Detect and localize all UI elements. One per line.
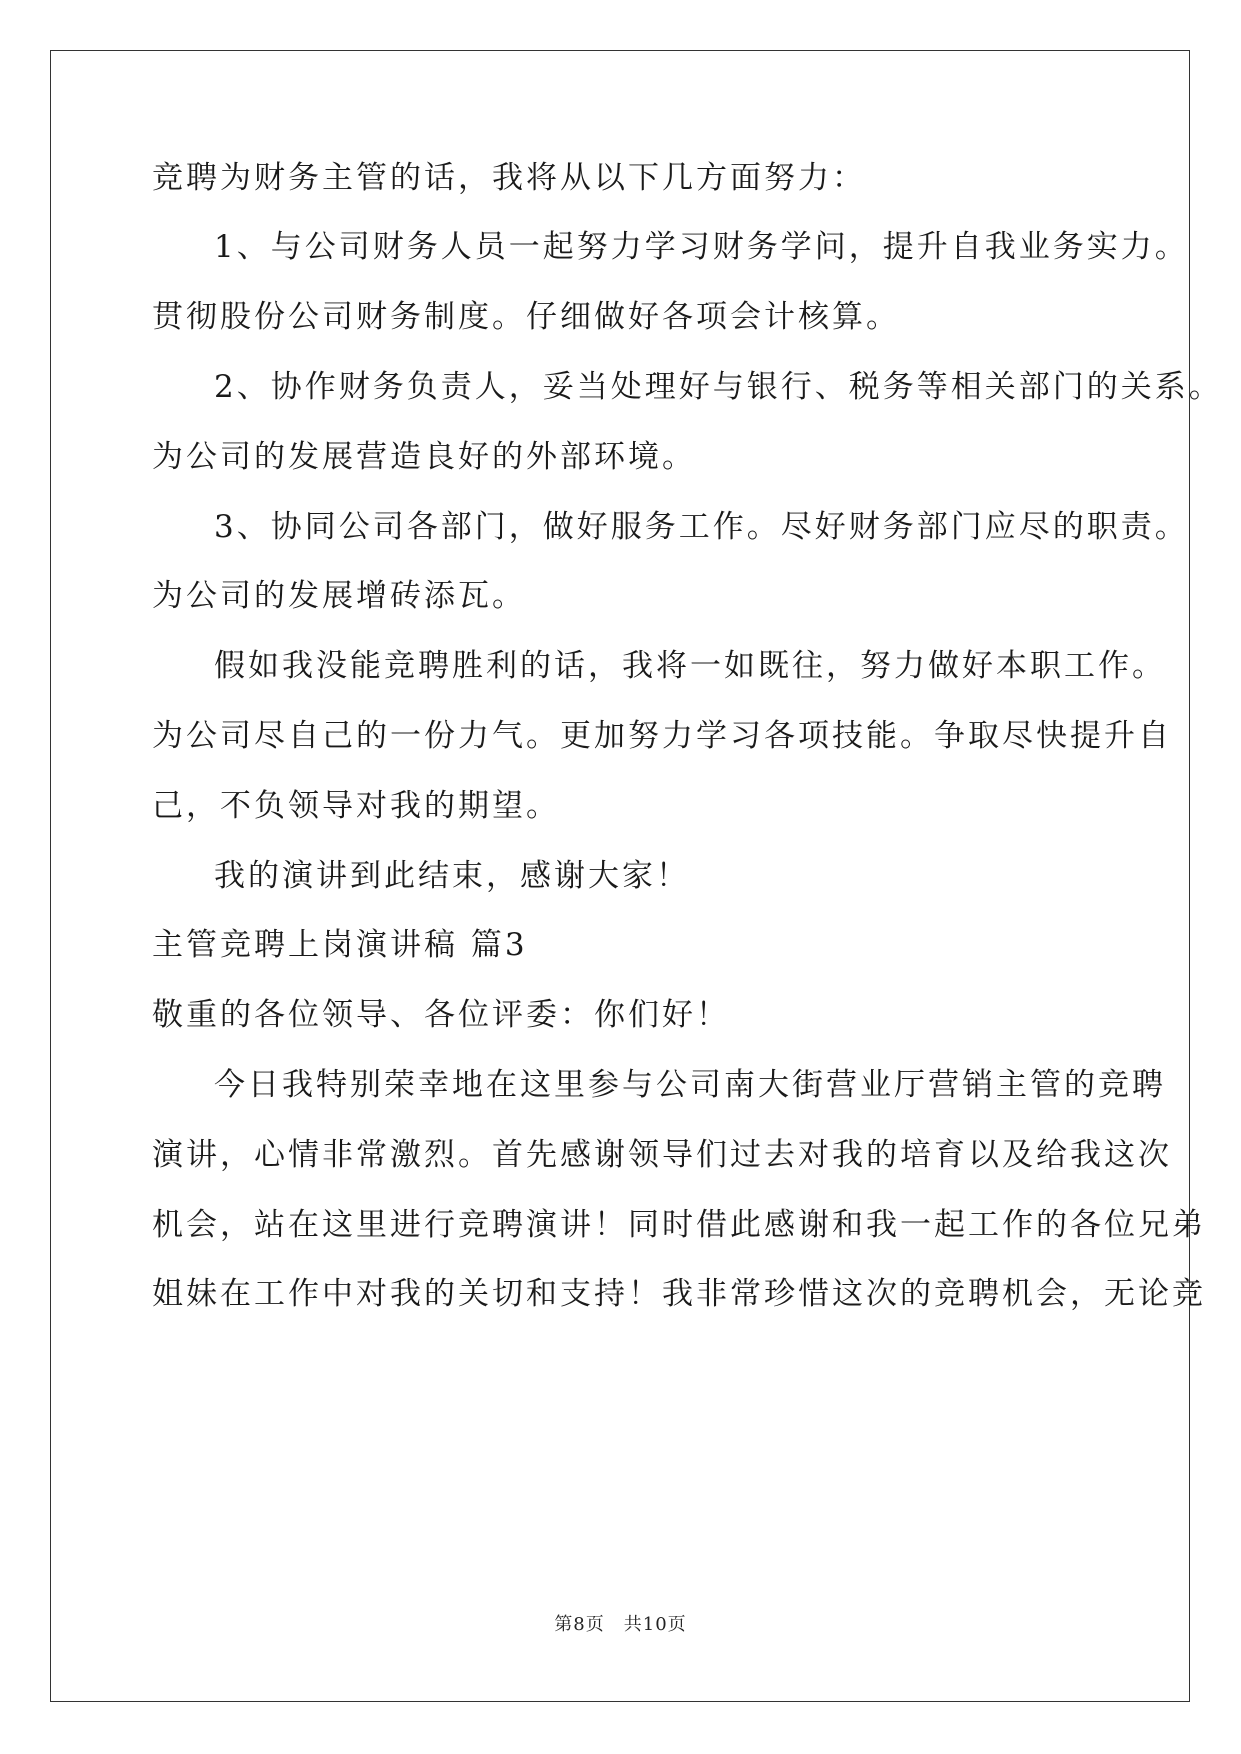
text-line: 演讲，心情非常激烈。首先感谢领导们过去对我的培育以及给我这次 <box>152 1137 1172 1173</box>
text-line: 贯彻股份公司财务制度。仔细做好各项会计核算。 <box>152 299 900 335</box>
text-line: 竞聘为财务主管的话，我将从以下几方面努力： <box>152 160 866 196</box>
text-line: 今日我特别荣幸地在这里参与公司南大街营业厅营销主管的竞聘 <box>214 1067 1166 1103</box>
text-line: 假如我没能竞聘胜利的话，我将一如既往，努力做好本职工作。 <box>214 648 1166 684</box>
page-footer: 第8页 共10页 <box>554 1614 687 1635</box>
text-line: 己，不负领导对我的期望。 <box>152 788 560 824</box>
text-line: 2、协作财务负责人，妥当处理好与银行、税务等相关部门的关系。 <box>214 369 1223 405</box>
text-line: 3、协同公司各部门，做好服务工作。尽好财务部门应尽的职责。 <box>214 509 1189 545</box>
text-line: 机会，站在这里进行竞聘演讲！同时借此感谢和我一起工作的各位兄弟 <box>152 1207 1206 1243</box>
text-line: 我的演讲到此结束，感谢大家！ <box>214 858 690 894</box>
text-line: 为公司尽自己的一份力气。更加努力学习各项技能。争取尽快提升自 <box>152 718 1172 754</box>
section-heading: 主管竞聘上岗演讲稿 篇3 <box>152 927 528 963</box>
text-line: 为公司的发展营造良好的外部环境。 <box>152 439 696 475</box>
text-line: 姐妹在工作中对我的关切和支持！我非常珍惜这次的竞聘机会，无论竞 <box>152 1276 1206 1312</box>
salutation: 敬重的各位领导、各位评委：你们好！ <box>152 997 730 1033</box>
text-line: 1、与公司财务人员一起努力学习财务学问，提升自我业务实力。 <box>214 229 1189 265</box>
text-line: 为公司的发展增砖添瓦。 <box>152 578 526 614</box>
